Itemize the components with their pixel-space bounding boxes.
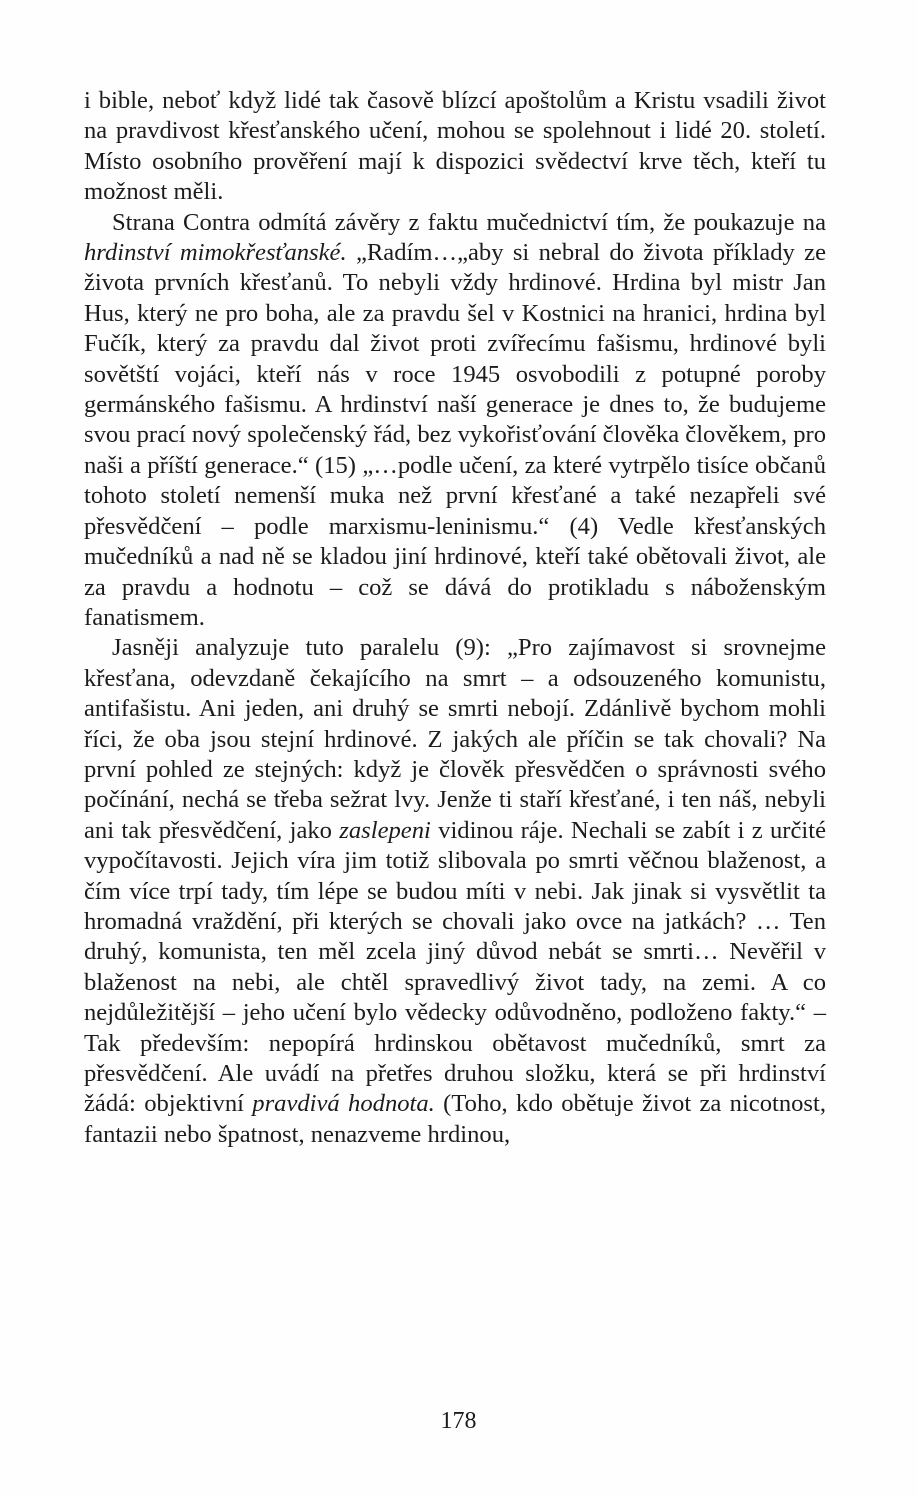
paragraph-3: [84, 633, 826, 1150]
page-number: 178: [440, 1408, 477, 1434]
paragraph-3-italic-a: zaslepeni: [339, 816, 431, 844]
paragraph-2-text-a: Strana Contra odmítá závěry z faktu mučednictví tím, že poukazuje na: [112, 208, 826, 236]
paragraph-3-text-b: vidinou ráje. Nechali se zabít i z určité vypočítavosti. Jejich víra jim totiž slibovala po smrti věčnou blaženost, a čím více trpí tady, tím lépe se budou míti v nebi. Jak jinak si vysvětlit ta hromadná vraždění, při kterých se chovali jako ovce na jatkách? … Ten druhý, komunista, ten měl zcela jiný důvod nebát se smrti… Nevěřil v blaženost na nebi, ale chtěl spravedlivý život tady, na zemi. A co nejdůležitější – jeho učení bylo vědecky odůvodněno, podloženo fakty.“ – Tak především: nepopírá hrdinskou obětavost mučedníků, smrt za přesvědčení. Ale uvádí na přetřes druhou složku, která se při hrdinství žádá: objektivní: [84, 816, 826, 1118]
paragraph-1: [84, 86, 826, 208]
paragraph-3-text-c: (Toho, kdo obětuje život za nicotnost, fantazii nebo špatnost, nenazveme hrdinou,: [84, 1090, 826, 1148]
paragraph-2-italic: hrdinství mimokřesťanské.: [84, 239, 347, 267]
paragraph-3-text-a: Jasněji analyzuje tuto paralelu (9): „Pro zajímavost si srovnejme křesťana, odevzdaně čekajícího na smrt – a odsouzeného komunistu, antifašistu. Ani jeden, ani druhý se smrti nebojí. Zdánlivě bychom mohli říci, že oba jsou stejní hrdinové. Z jakých ale příčin se tak chovali? Na první pohled ze stejných: když je člověk přesvědčen o správnosti svého počínání, nechá se třeba sežrat lvy. Jenže ti staří křesťané, i ten náš, nebyli ani tak přesvědčení, jako: [84, 634, 826, 844]
body-text: [84, 86, 826, 1150]
paragraph-1-text: i bible, neboť když lidé tak časově blízcí apoštolům a Kristu vsadili život na pravdivost křesťanského učení, mohou se spolehnout i lidé 20. století. Místo osobního prověření mají k dispozici svědectví krve těch, kteří tu možnost měli.: [84, 87, 826, 206]
paragraph-2-text-b: „Radím…„aby si nebral do života příklady ze života prvních křesťanů. To nebyli vždy hrdinové. Hrdina byl mistr Jan Hus, který ne pro boha, ale za pravdu šel v Kostnici na hranici, hrdina byl Fučík, který za pravdu dal život proti zvířecímu fašismu, hrdinové byli sovětští vojáci, kteří nás v roce 1945 osvobodili z potupné poroby germánského fašismu. A hrdinství naší generace je dnes to, že budujeme svou prací nový společenský řád, bez vykořisťování člověka člověkem, pro naši a příští generace.“ (15) „…podle učení, za které vytrpělo tisíce občanů tohoto století nemenší muka než první křesťané a také nezapřeli své přesvědčení – podle marxismu-leninismu.“ (4) Vedle křesťanských mučedníků a nad ně se kladou jiní hrdinové, kteří také obětovali život, ale za pravdu a hodnotu – což se dává do protikladu s náboženským fanatismem.: [84, 239, 826, 631]
paragraph-3-italic-b: pravdivá hodnota.: [252, 1090, 435, 1118]
paragraph-2: [84, 208, 826, 634]
